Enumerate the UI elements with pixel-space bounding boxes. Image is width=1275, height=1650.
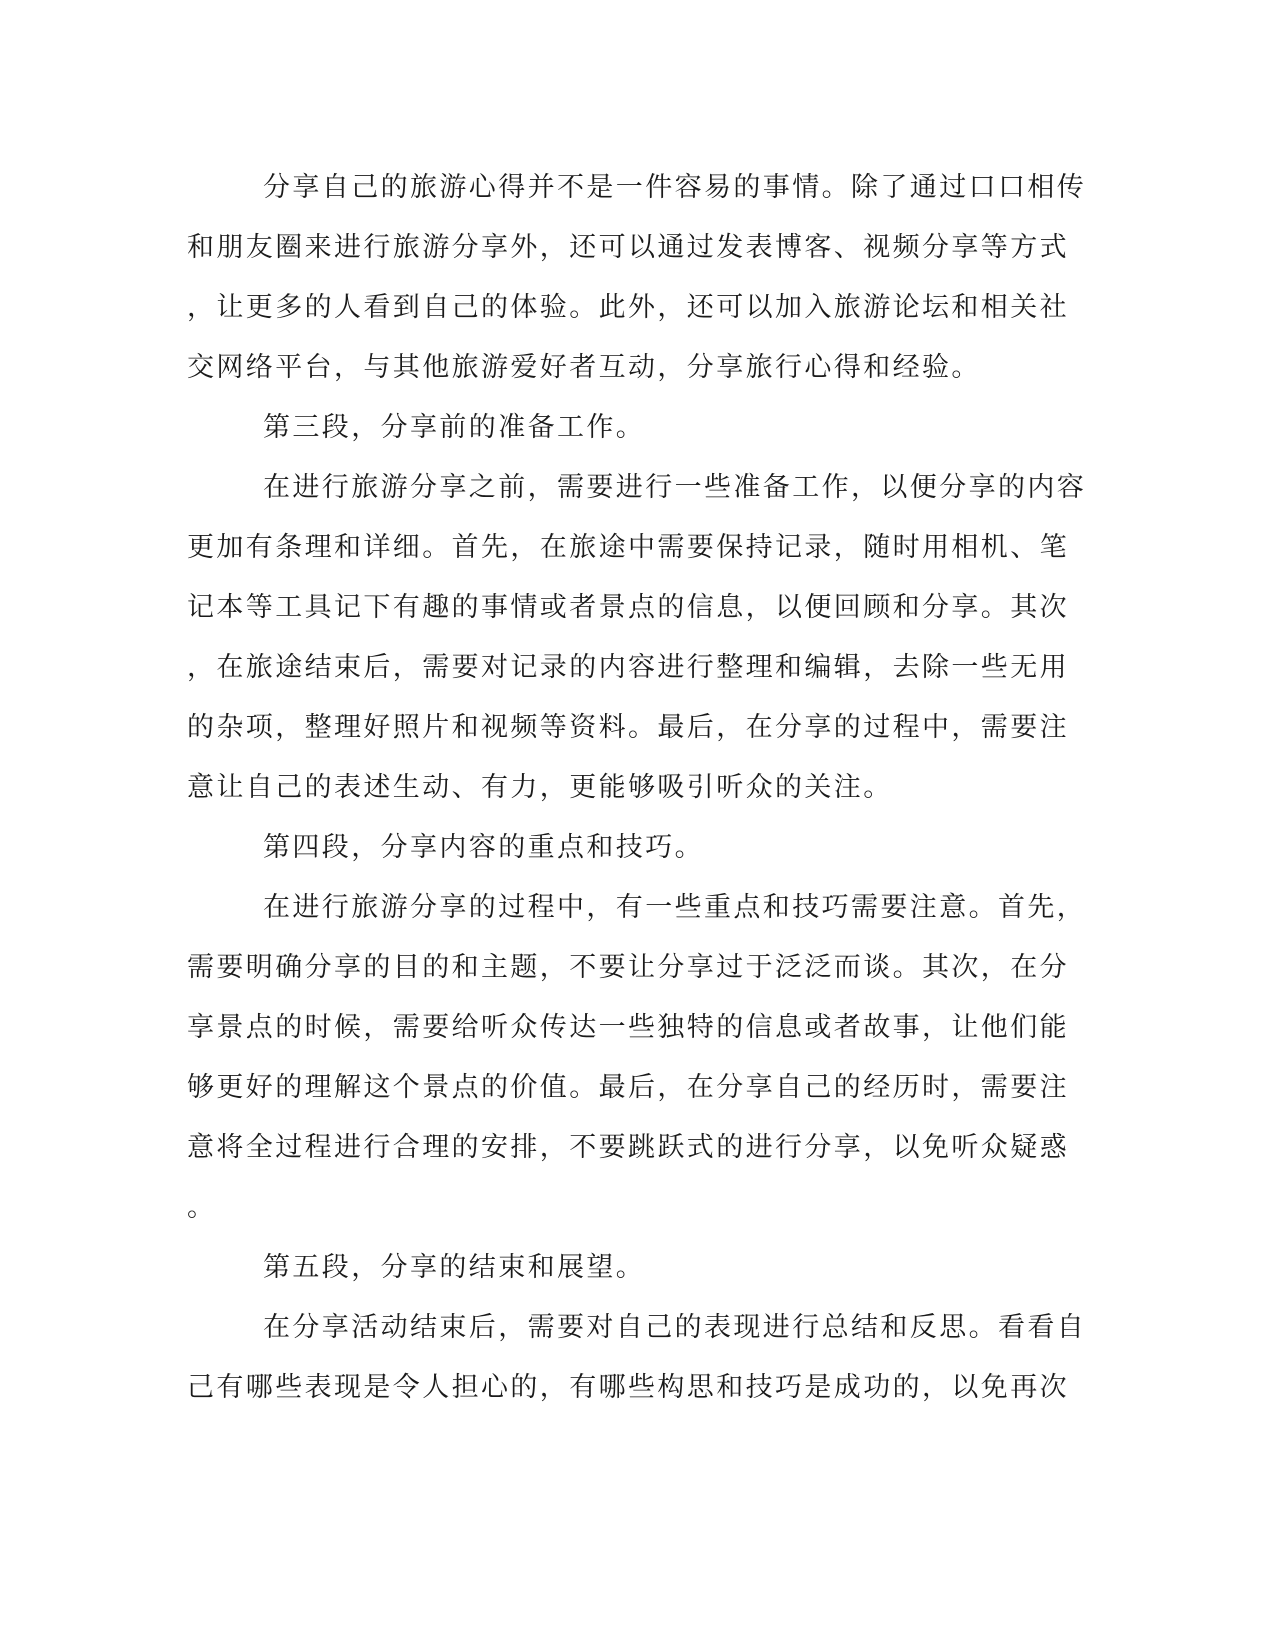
paragraph-line: 更加有条理和详细。首先，在旅途中需要保持记录，随时用相机、笔 bbox=[187, 532, 1069, 563]
paragraph-line: 己有哪些表现是令人担心的，有哪些构思和技巧是成功的，以免再次 bbox=[187, 1372, 1069, 1403]
paragraph-line: 够更好的理解这个景点的价值。最后，在分享自己的经历时，需要注 bbox=[187, 1072, 1069, 1103]
section-heading: 第五段，分享的结束和展望。 bbox=[263, 1252, 646, 1283]
paragraph-line: 需要明确分享的目的和主题，不要让分享过于泛泛而谈。其次，在分 bbox=[187, 952, 1069, 983]
paragraph-line: 。 bbox=[187, 1192, 217, 1223]
document-body bbox=[187, 158, 1087, 1418]
paragraph-line: ，在旅途结束后，需要对记录的内容进行整理和编辑，去除一些无用 bbox=[187, 652, 1069, 683]
paragraph-line: 在进行旅游分享的过程中，有一些重点和技巧需要注意。首先， bbox=[263, 892, 1087, 923]
paragraph-line: 分享自己的旅游心得并不是一件容易的事情。除了通过口口相传 bbox=[263, 172, 1087, 203]
paragraph-line: 交网络平台，与其他旅游爱好者互动，分享旅行心得和经验。 bbox=[187, 352, 981, 383]
paragraph-line: 的杂项，整理好照片和视频等资料。最后，在分享的过程中，需要注 bbox=[187, 712, 1069, 743]
section-heading: 第三段，分享前的准备工作。 bbox=[263, 412, 646, 443]
paragraph-line: 在分享活动结束后，需要对自己的表现进行总结和反思。看看自 bbox=[263, 1312, 1087, 1343]
paragraph-line: 意让自己的表述生动、有力，更能够吸引听众的关注。 bbox=[187, 772, 893, 803]
section-heading: 第四段，分享内容的重点和技巧。 bbox=[263, 832, 704, 863]
paragraph-line: 记本等工具记下有趣的事情或者景点的信息，以便回顾和分享。其次 bbox=[187, 592, 1069, 623]
paragraph-line: 和朋友圈来进行旅游分享外，还可以通过发表博客、视频分享等方式 bbox=[187, 232, 1069, 263]
paragraph-line: 享景点的时候，需要给听众传达一些独特的信息或者故事，让他们能 bbox=[187, 1012, 1069, 1043]
paragraph-line: 意将全过程进行合理的安排，不要跳跃式的进行分享，以免听众疑惑 bbox=[187, 1132, 1069, 1163]
paragraph-line: 在进行旅游分享之前，需要进行一些准备工作，以便分享的内容 bbox=[263, 472, 1087, 503]
paragraph-line: ，让更多的人看到自己的体验。此外，还可以加入旅游论坛和相关社 bbox=[187, 292, 1069, 323]
